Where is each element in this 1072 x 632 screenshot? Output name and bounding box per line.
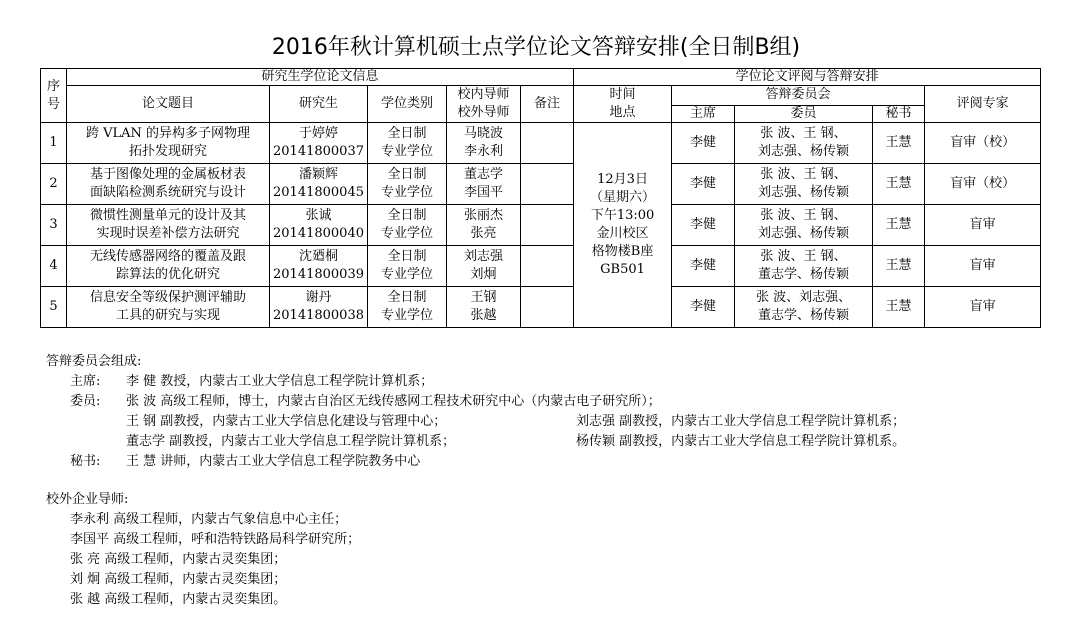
external-heading: 校外企业导师:	[46, 492, 129, 507]
thesis-info-header: 研究生学位论文信息	[67, 69, 574, 86]
row-chair: 李健	[672, 287, 735, 328]
row-members: 张 波、王 钢、 董志学、杨传颖	[735, 246, 873, 287]
row-advisor: 马晓波 李永利	[447, 123, 521, 164]
row-chair: 李健	[672, 246, 735, 287]
reviewer-header: 评阅专家	[925, 86, 1041, 123]
row-student: 于婷婷 20141800037	[270, 123, 368, 164]
schedule-cell: 12月3日 （星期六） 下午13:00 金川校区 格物楼B座 GB501	[574, 123, 672, 328]
row-thesis-title: 基于图像处理的金属板材表 面缺陷检测系统研究与设计	[67, 164, 270, 205]
chair-label: 主席:	[70, 374, 101, 389]
review-info-header: 学位论文评阅与答辩安排	[574, 69, 1041, 86]
row-advisor: 张丽杰 张亮	[447, 205, 521, 246]
row-secretary: 王慧	[873, 246, 925, 287]
row-reviewer: 盲审	[925, 287, 1041, 328]
row-remark	[521, 287, 574, 328]
row-degree: 全日制 专业学位	[368, 123, 447, 164]
row-thesis-title: 无线传感器网络的覆盖及跟 踪算法的优化研究	[67, 246, 270, 287]
secretary-entry: 王 慧 讲师，内蒙古工业大学信息工程学院教务中心	[126, 454, 421, 469]
secretary-header: 秘书	[873, 105, 925, 122]
row-secretary: 王慧	[873, 164, 925, 205]
row-thesis-title: 跨 VLAN 的异构多子网物理 拓扑发现研究	[67, 123, 270, 164]
member-entry: 张 波 高级工程师，博士，内蒙古自治区无线传感网工程技术研究中心（内蒙古电子研究所）；	[126, 394, 661, 409]
row-degree: 全日制 专业学位	[368, 246, 447, 287]
row-student: 谢丹 20141800038	[270, 287, 368, 328]
committee-heading: 答辩委员会组成:	[46, 354, 142, 369]
row-advisor: 董志学 李国平	[447, 164, 521, 205]
table-row	[41, 123, 1041, 164]
time-place-header: 时间 地点	[574, 86, 672, 123]
table-row	[41, 164, 1041, 205]
row-remark	[521, 123, 574, 164]
row-seq: 4	[41, 246, 67, 287]
row-thesis-title: 微惯性测量单元的设计及其 实现时误差补偿方法研究	[67, 205, 270, 246]
row-secretary: 王慧	[873, 205, 925, 246]
row-members: 张 波、王 钢、 刘志强、杨传颖	[735, 164, 873, 205]
advisor-header: 校内导师 校外导师	[447, 86, 521, 123]
member-label: 委员:	[70, 394, 101, 409]
table-row	[41, 287, 1041, 328]
row-advisor: 刘志强 刘炯	[447, 246, 521, 287]
secretary-label: 秘书:	[70, 454, 101, 469]
external-advisor-entry: 张 越 高级工程师，内蒙古灵奕集团。	[70, 592, 287, 607]
row-reviewer: 盲审（校）	[925, 164, 1041, 205]
row-remark	[521, 205, 574, 246]
header-row-1	[41, 69, 1041, 86]
row-chair: 李健	[672, 205, 735, 246]
student-header: 研究生	[270, 86, 368, 123]
row-student: 张诚 20141800040	[270, 205, 368, 246]
row-student: 沈廼桐 20141800039	[270, 246, 368, 287]
row-members: 张 波、刘志强、 董志学、杨传颖	[735, 287, 873, 328]
table-row	[41, 246, 1041, 287]
remark-header: 备注	[521, 86, 574, 123]
row-seq: 5	[41, 287, 67, 328]
row-secretary: 王慧	[873, 287, 925, 328]
row-remark	[521, 164, 574, 205]
row-chair: 李健	[672, 164, 735, 205]
row-reviewer: 盲审（校）	[925, 123, 1041, 164]
degree-type-header: 学位类别	[368, 86, 447, 123]
member-entry: 董志学 副教授，内蒙古工业大学信息工程学院计算机系；	[126, 434, 456, 449]
member-entry: 王 钢 副教授，内蒙古工业大学信息化建设与管理中心；	[126, 414, 447, 429]
row-secretary: 王慧	[873, 123, 925, 164]
row-seq: 3	[41, 205, 67, 246]
chair-header: 主席	[672, 105, 735, 122]
row-seq: 1	[41, 123, 67, 164]
row-advisor: 王钢 张越	[447, 287, 521, 328]
row-degree: 全日制 专业学位	[368, 205, 447, 246]
external-advisor-entry: 张 亮 高级工程师，内蒙古灵奕集团；	[70, 552, 287, 567]
row-chair: 李健	[672, 123, 735, 164]
member-entry: 刘志强 副教授，内蒙古工业大学信息工程学院计算机系；	[576, 414, 906, 429]
external-advisor-entry: 刘 炯 高级工程师，内蒙古灵奕集团；	[70, 572, 287, 587]
header-row-2	[41, 86, 1041, 106]
row-degree: 全日制 专业学位	[368, 287, 447, 328]
external-advisor-entry: 李国平 高级工程师，呼和浩特铁路局科学研究所；	[70, 532, 361, 547]
row-reviewer: 盲审	[925, 205, 1041, 246]
row-members: 张 波、王 钢、 刘志强、杨传颖	[735, 123, 873, 164]
row-thesis-title: 信息安全等级保护测评辅助 工具的研究与实现	[67, 287, 270, 328]
external-advisor-entry: 李永利 高级工程师，内蒙古气象信息中心主任；	[70, 512, 348, 527]
row-reviewer: 盲审	[925, 246, 1041, 287]
members-header: 委员	[735, 105, 873, 122]
row-degree: 全日制 专业学位	[368, 164, 447, 205]
seq-header: 序 号	[41, 69, 67, 123]
row-seq: 2	[41, 164, 67, 205]
row-student: 潘颖辉 20141800045	[270, 164, 368, 205]
page-title: 2016年秋计算机硕士点学位论文答辩安排(全日制B组)	[271, 35, 801, 60]
table-row	[41, 205, 1041, 246]
row-remark	[521, 246, 574, 287]
member-entry: 杨传颖 副教授，内蒙古工业大学信息工程学院计算机系。	[576, 434, 906, 449]
chair-entry: 李 健 教授，内蒙古工业大学信息工程学院计算机系；	[126, 374, 434, 389]
row-members: 张 波、王 钢、 刘志强、杨传颖	[735, 205, 873, 246]
committee-header: 答辩委员会	[672, 86, 925, 106]
defense-schedule-table	[40, 68, 1041, 328]
thesis-title-header: 论文题目	[67, 86, 270, 123]
